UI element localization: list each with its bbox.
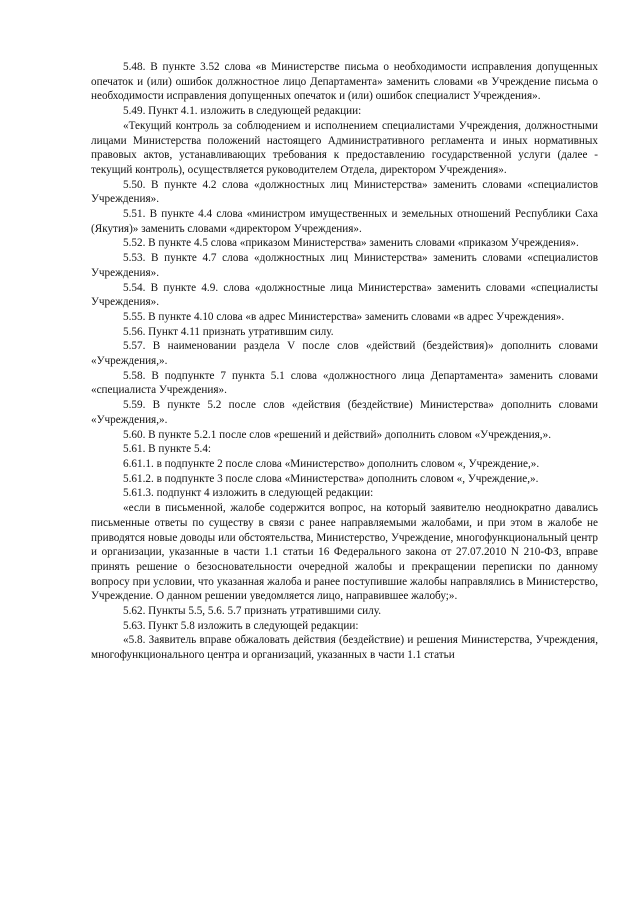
paragraph-5-51: 5.51. В пункте 4.4 слова «министром имущественных и земельных отношений Республики Саха (Якутия)» заменить словами «директором Учреждения». [91, 208, 598, 235]
paragraph-5-61: 5.61. В пункте 5.4: [123, 443, 212, 456]
paragraph-5-56: 5.56. Пункт 4.11 признать утратившим силу. [123, 325, 334, 338]
paragraph-5-53: 5.53. В пункте 4.7 слова «должностных лиц Министерства» заменить словами «специалистов Учреждения». [91, 252, 598, 279]
paragraph-5-57: 5.57. В наименовании раздела V после слов «действий (бездействия)» дополнить словами «Учреждения,». [91, 340, 598, 368]
paragraph-5-55: 5.55. В пункте 4.10 слова «в адрес Министерства» заменить словами «в адрес Учреждения». [123, 310, 565, 323]
paragraph-5-54: 5.54. В пункте 4.9. слова «должностные лица Министерства» заменить словами «специалисты Учреждения». [91, 281, 598, 309]
paragraph-5-49: 5.49. Пункт 4.1. изложить в следующей редакции: [123, 105, 362, 118]
paragraph-5-63: 5.63. Пункт 5.8 изложить в следующей редакции: [123, 619, 359, 632]
quote-5-8: «5.8. Заявитель вправе обжаловать действия (бездействие) и решения Министерства, Учреждения, многофункционального центра и организаций, указанных в части 1.1 статьи [91, 634, 598, 662]
paragraph-5-59: 5.59. В пункте 5.2 после слов «действия (бездействие) Министерства» дополнить словами «Учреждения,». [91, 399, 598, 426]
paragraph-5-50: 5.50. В пункте 4.2 слова «должностных лиц Министерства» заменить словами «специалистов Учреждения». [91, 178, 598, 206]
quote-4-1: «Текущий контроль за соблюдением и исполнением специалистами Учреждения, должностными лицами Министерства положений настоящего Административного регламента и иных нормативных правовых актов, устанавливающих требования к предоставлению государственной услуги (далее - текущий контроль), осуществляется руководителем Отдела, директором Учреждения». [91, 119, 598, 176]
paragraph-5-48: 5.48. В пункте 3.52 слова «в Министерстве письма о необходимости исправления допущенных опечаток и (или) ошибок должностное лицо Департамента» заменить словами «в Учреждение письма о необходимости исправления допущенных опечаток и (или) ошибок специалист Учреждения». [91, 61, 598, 103]
paragraph-5-61-3: 5.61.3. подпункт 4 изложить в следующей редакции: [123, 487, 374, 500]
paragraph-6-61-1: 6.61.1. в подпункте 2 после слова «Министерство» дополнить словом «, Учреждение,». [123, 457, 540, 470]
paragraph-5-62: 5.62. Пункты 5.5, 5.6. 5.7 признать утратившими силу. [123, 605, 382, 618]
quote-subparagraph-4: «если в письменной, жалобе содержится вопрос, на который заявителю неоднократно давались письменные ответы по существу в связи с ранее направляемыми жалобами, и при этом в жалобе не приводятся новые доводы или обстоятельства, Министерство, Учреждение, многофункциональный центр и организации, указанные в части 1.1 статьи 16 Федерального закона от 27.07.2010 N 210-ФЗ, вправе принять решение о безосновательности очередной жалобы и прекращении переписки по данному вопросу при условии, что указанная жалоба и ранее поступившие жалобы направлялись в Министерство, Учреждение. О данном решении уведомляется лицо, направившее жалобу;». [91, 502, 598, 603]
paragraph-5-58: 5.58. В подпункте 7 пункта 5.1 слова «должностного лица Департамента» заменить словами «специалиста Учреждения». [91, 369, 598, 397]
paragraph-5-52: 5.52. В пункте 4.5 слова «приказом Министерства» заменить словами «приказом Учреждения». [123, 237, 579, 250]
paragraph-5-61-2: 5.61.2. в подпункте 3 после слова «Министерства» дополнить словом «, Учреждение,». [123, 472, 539, 485]
document-body [91, 60, 598, 663]
paragraph-5-60: 5.60. В пункте 5.2.1 после слов «решений и действий» дополнить словом «Учреждения,». [123, 428, 551, 441]
